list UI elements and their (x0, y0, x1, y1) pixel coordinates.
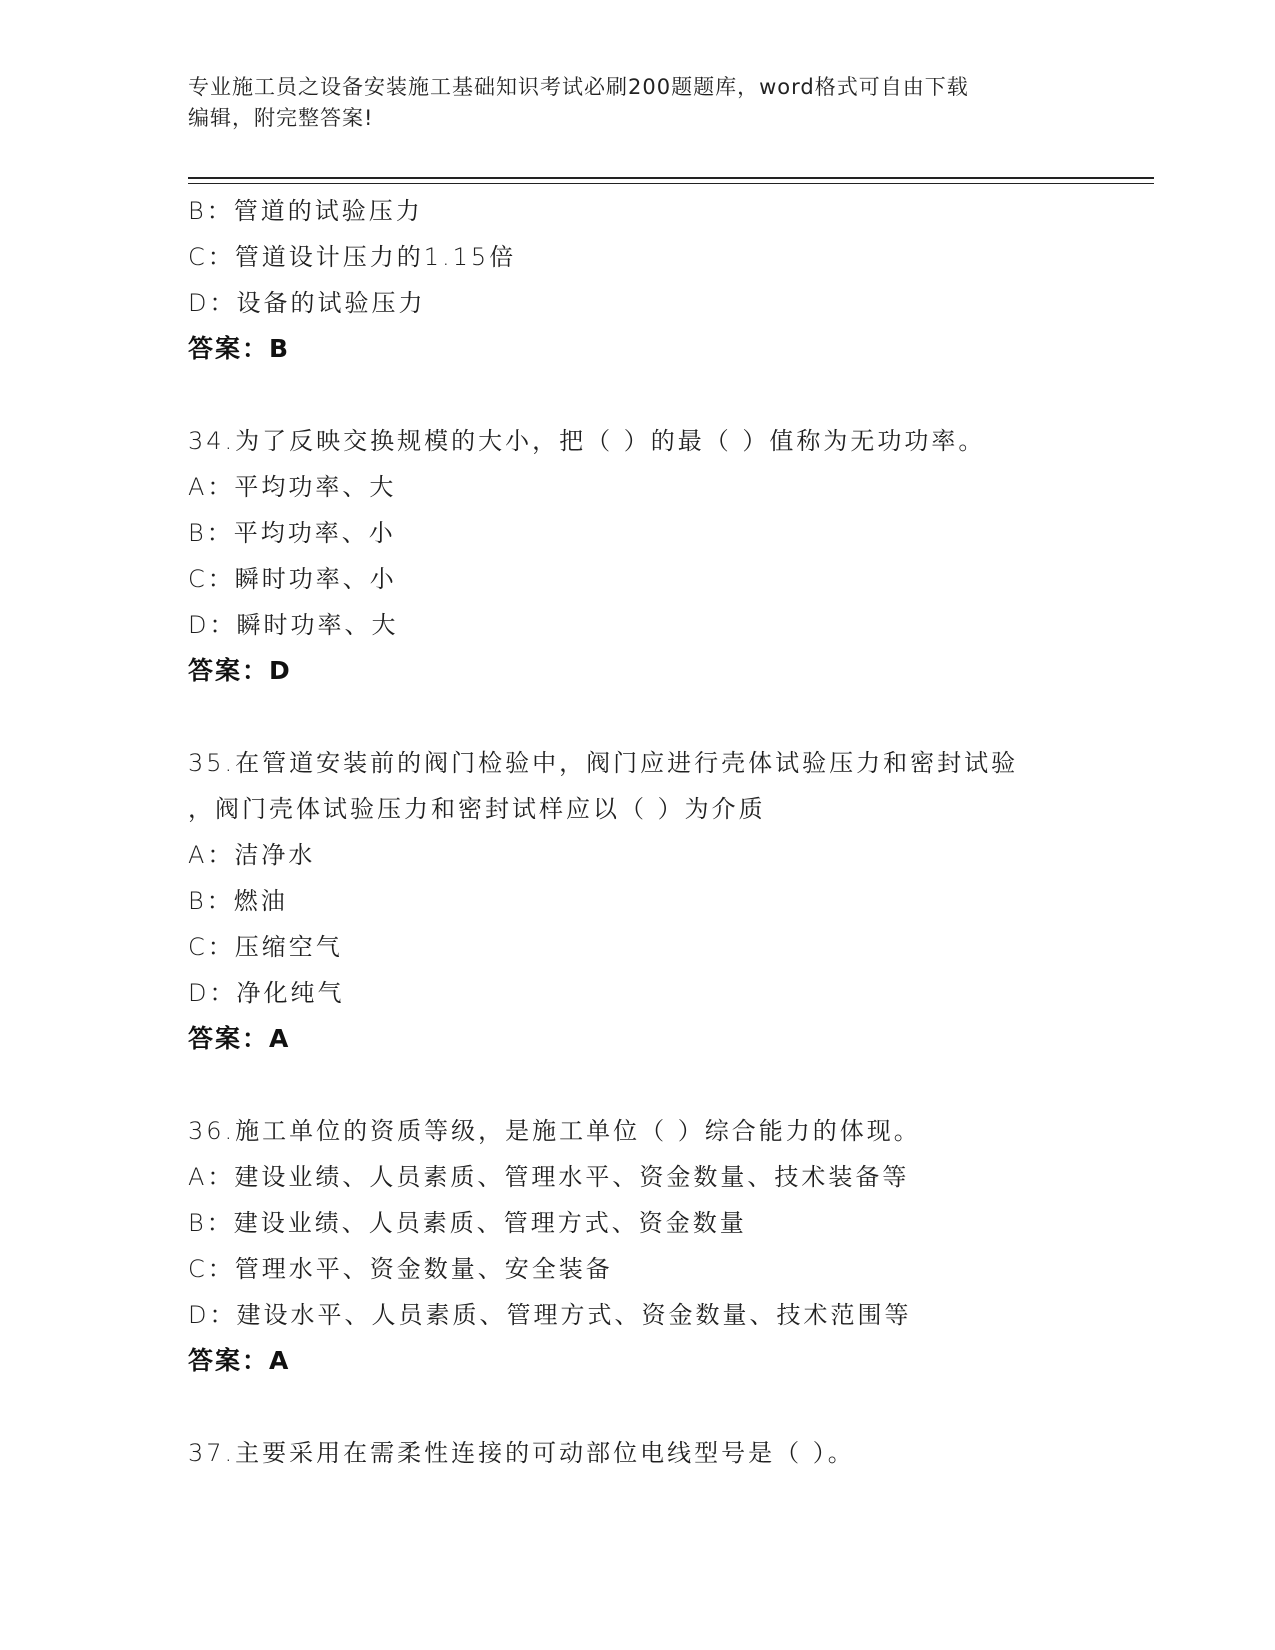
spacer (188, 372, 1088, 418)
option-d: D：设备的试验压力 (188, 289, 426, 317)
header-title-line-2: 编辑，附完整答案! (188, 106, 374, 130)
option-a: A：洁净水 (188, 841, 316, 869)
option-b: B：平均功率、小 (188, 519, 396, 547)
spacer (188, 1384, 1088, 1430)
option-c: C：压缩空气 (188, 933, 343, 961)
option-c: C：管理水平、资金数量、安全装备 (188, 1255, 613, 1283)
option-c: C：瞬时功率、小 (188, 565, 397, 593)
answer-label: 答案：A (188, 1346, 291, 1375)
question-block-35 (188, 740, 1088, 1062)
page-header (188, 72, 1088, 134)
question-block-34 (188, 418, 1088, 694)
question-text: 34.为了反映交换规模的大小，把（ ）的最（ ）值称为无功功率。 (188, 427, 986, 455)
option-b: B：燃油 (188, 887, 288, 915)
option-b: B：管道的试验压力 (188, 197, 423, 225)
answer-label: 答案：D (188, 656, 292, 685)
header-title-line-1: 专业施工员之设备安装施工基础知识考试必刷200题题库，word格式可自由下载 (188, 75, 969, 99)
question-block-36 (188, 1108, 1088, 1384)
question-block-37 (188, 1430, 1088, 1476)
question-text: 36.施工单位的资质等级，是施工单位（ ）综合能力的体现。 (188, 1117, 921, 1145)
option-c: C：管道设计压力的1.15倍 (188, 243, 517, 271)
question-text: 35.在管道安装前的阀门检验中，阀门应进行壳体试验压力和密封试验 (188, 749, 1019, 777)
option-d: D：建设水平、人员素质、管理方式、资金数量、技术范围等 (188, 1301, 912, 1329)
spacer (188, 694, 1088, 740)
header-divider-thick (188, 177, 1154, 179)
question-text-continued: ，阀门壳体试验压力和密封试样应以（ ）为介质 (188, 795, 766, 823)
question-text: 37.主要采用在需柔性连接的可动部位电线型号是（ ）。 (188, 1439, 855, 1467)
option-d: D：净化纯气 (188, 979, 345, 1007)
question-list (188, 188, 1088, 1476)
option-b: B：建设业绩、人员素质、管理方式、资金数量 (188, 1209, 747, 1237)
option-a: A：平均功率、大 (188, 473, 397, 501)
question-block-33 (188, 188, 1088, 372)
option-a: A：建设业绩、人员素质、管理水平、资金数量、技术装备等 (188, 1163, 910, 1191)
option-d: D：瞬时功率、大 (188, 611, 399, 639)
answer-label: 答案：B (188, 334, 291, 363)
spacer (188, 1062, 1088, 1108)
answer-label: 答案：A (188, 1024, 291, 1053)
header-divider-thin (188, 183, 1154, 184)
